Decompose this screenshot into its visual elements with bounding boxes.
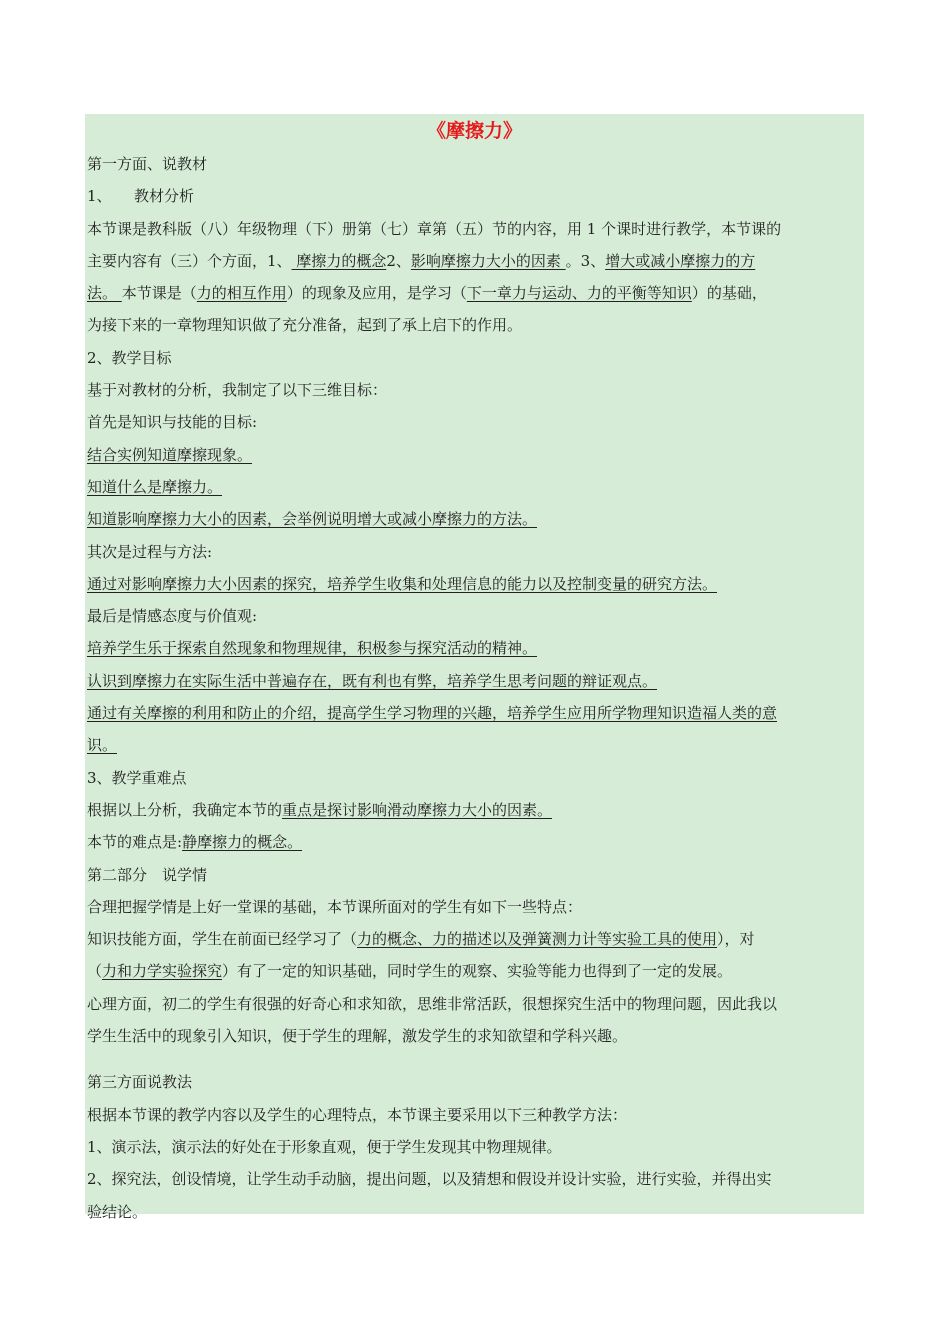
paragraph-line: 主要内容有（三）个方面，1、 摩擦力的概念2、影响摩擦力大小的因素 。3、增大或减小摩擦力的方	[87, 251, 756, 270]
paragraph-line: 本节课是教科版（八）年级物理（下）册第（七）章第（五）节的内容，用 1 个课时进行教学，本节课的	[87, 219, 782, 238]
goal-line: 通过对影响摩擦力大小因素的探究，培养学生收集和处理信息的能力以及控制变量的研究方法。	[87, 574, 718, 593]
underlined-answer: 力的相互作用	[196, 284, 287, 303]
goal-line: 培养学生乐于探索自然现象和物理规律，积极参与探究活动的精神。	[87, 639, 538, 658]
paragraph-line: 根据本节课的教学内容以及学生的心理特点，本节课主要采用以下三种教学方法：	[87, 1105, 628, 1124]
goal-line: 通过有关摩擦的利用和防止的介绍，提高学生学习物理的兴趣，培养学生应用所学物理知识造福人类的意	[87, 704, 778, 723]
underlined-answer: 静摩擦力的概念。	[182, 833, 303, 852]
paragraph-line: 最后是情感态度与价值观:	[87, 607, 258, 626]
underlined-answer: 力和力学实验探究	[102, 962, 223, 981]
paragraph-line: 学生生活中的现象引入知识，便于学生的理解，激发学生的求知欲望和学科兴趣。	[87, 1027, 628, 1046]
subsection-heading: 3、教学重难点	[87, 768, 187, 787]
paragraph-line: 心理方面，初二的学生有很强的好奇心和求知欲，思维非常活跃，很想探究生活中的物理问题，因此我以	[87, 994, 778, 1013]
underlined-answer: 重点是探讨影响滑动摩擦力大小的因素。	[282, 800, 553, 819]
spacer	[85, 1052, 864, 1066]
paragraph-line: 为接下来的一章物理知识做了充分准备，起到了承上启下的作用。	[87, 316, 523, 335]
underlined-answer: 增大或减小摩擦力的方	[605, 251, 756, 270]
document-title: 《摩擦力》	[426, 120, 522, 142]
goal-line: 知道影响摩擦力大小的因素，会举例说明增大或减小摩擦力的方法。	[87, 510, 538, 529]
paragraph-line: 合理把握学情是上好一堂课的基础，本节课所面对的学生有如下一些特点：	[87, 897, 583, 916]
paragraph-line: 法。 本节课是（力的相互作用）的现象及应用，是学习（下一章力与运动、力的平衡等知识）的基础，	[87, 284, 767, 303]
section-heading: 第一方面、说教材	[87, 155, 208, 173]
paragraph-line: 知识技能方面，学生在前面已经学习了（力的概念、力的描述以及弹簧测力计等实验工具的使用），对	[87, 930, 755, 949]
goal-line: 识。	[87, 736, 118, 755]
paragraph-line: 验结论。	[87, 1202, 148, 1221]
section-heading: 第三方面说教法	[87, 1073, 193, 1092]
goal-line: 知道什么是摩擦力。	[87, 477, 223, 496]
underlined-answer: 法。	[87, 284, 122, 303]
subsection-heading: 1、 教材分析	[87, 187, 195, 206]
section-heading: 第二部分 说学情	[87, 865, 208, 884]
underlined-answer: 下一章力与运动、力的平衡等知识	[466, 284, 692, 303]
paragraph-line: 根据以上分析，我确定本节的重点是探讨影响滑动摩擦力大小的因素。	[87, 800, 553, 819]
paragraph-line: 其次是过程与方法:	[87, 542, 213, 561]
goal-line: 结合实例知道摩擦现象。	[87, 445, 253, 464]
paragraph-line: 首先是知识与技能的目标:	[87, 413, 258, 432]
underlined-answer: 摩擦力的概念	[291, 251, 387, 270]
underlined-answer: 力的概念、力的描述以及弹簧测力计等实验工具的使用	[357, 930, 718, 949]
paragraph-line: 本节的难点是:静摩擦力的概念。	[87, 833, 303, 852]
underlined-answer: 影响摩擦力大小的因素	[410, 251, 566, 270]
paragraph-line: 1、演示法，演示法的好处在于形象直观，便于学生发现其中物理规律。	[87, 1137, 562, 1156]
goal-line: 认识到摩擦力在实际生活中普遍存在，既有利也有弊，培养学生思考问题的辩证观点。	[87, 671, 658, 690]
paragraph-line: 2、探究法，创设情境，让学生动手动脑，提出问题，以及猜想和假设并设计实验，进行实验，并得出实	[87, 1170, 772, 1189]
paragraph-line: 基于对教材的分析，我制定了以下三维目标：	[87, 381, 388, 400]
document-page	[85, 114, 864, 1221]
paragraph-line: （力和力学实验探究）有了一定的知识基础，同时学生的观察、实验等能力也得到了一定的发展。	[87, 962, 733, 981]
subsection-heading: 2、教学目标	[87, 348, 172, 367]
